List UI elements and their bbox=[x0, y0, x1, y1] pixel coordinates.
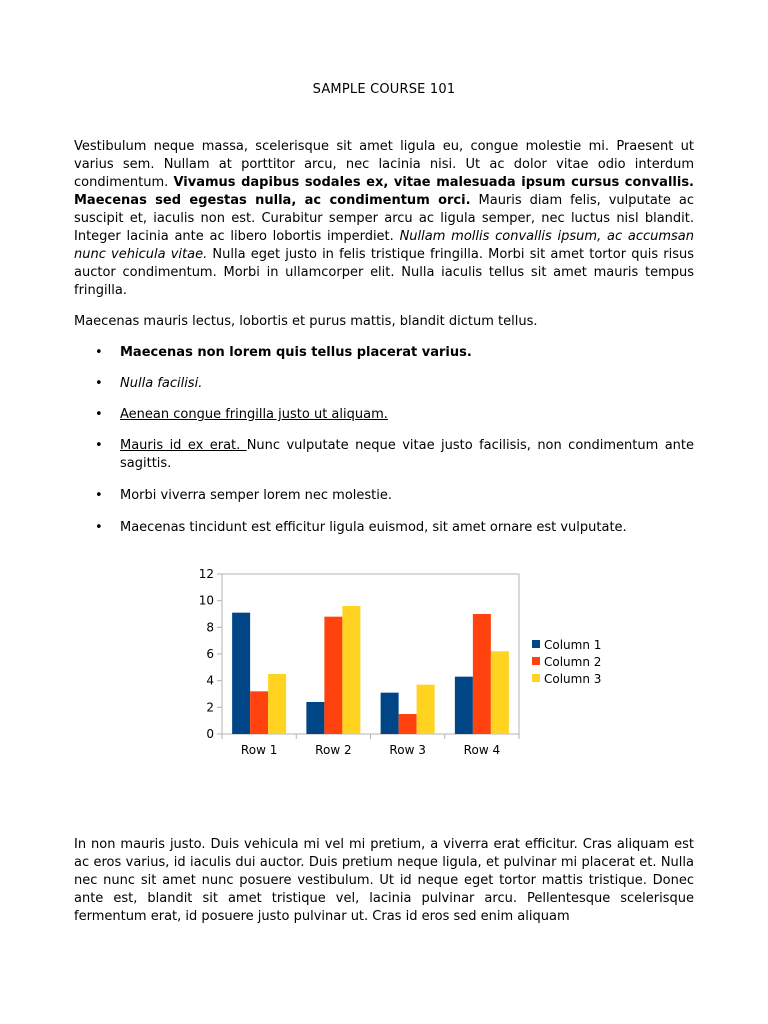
bar bbox=[399, 714, 417, 734]
y-tick-label: 6 bbox=[206, 647, 214, 661]
y-tick-label: 4 bbox=[206, 673, 214, 688]
list-item bbox=[74, 406, 694, 437]
bullet-text: Morbi viverra semper lorem nec molestie. bbox=[120, 488, 393, 503]
bar bbox=[342, 606, 360, 734]
legend-label: Column 1 bbox=[544, 638, 602, 652]
y-tick-label: 8 bbox=[206, 620, 214, 635]
paragraph-1-text-b: Mauris diam felis, vulputate ac suscipit et, iaculis non est. Curabitur semper arcu ac ligula semper, nec luctus nisl blandit. Integer lacinia ante ac libero lobortis imperdiet. bbox=[74, 193, 694, 244]
bullet-bold-text: Maecenas non lorem quis tellus placerat varius. bbox=[120, 345, 472, 360]
bar-chart bbox=[190, 560, 620, 770]
paragraph-2: Maecenas mauris lectus, lobortis et purus mattis, blandit dictum tellus. bbox=[74, 314, 538, 329]
bullet-underlined-text: Aenean congue fringilla justo ut aliquam. bbox=[120, 407, 388, 422]
legend-swatch bbox=[532, 657, 540, 665]
legend-label: Column 2 bbox=[544, 655, 602, 669]
bar bbox=[491, 651, 509, 734]
bar bbox=[473, 614, 491, 734]
bullet-text: Maecenas tincidunt est efficitur ligula euismod, sit amet ornare est vulputate. bbox=[120, 520, 627, 535]
legend-swatch bbox=[532, 640, 540, 648]
list-item bbox=[74, 519, 694, 539]
list-item bbox=[74, 487, 694, 519]
x-tick-label: Row 4 bbox=[463, 743, 501, 757]
bar bbox=[324, 617, 342, 734]
bar bbox=[232, 613, 250, 734]
paragraph-3: In non mauris justo. Duis vehicula mi vel mi pretium, a viverra erat efficitur. Cras aliquam est ac eros varius, id iaculis dui auctor. Duis pretium neque ligula, et pulvinar mi placerat et. Nulla nec nunc sit amet nunc posuere vestibulum. Ut id neque eget tortor mattis tristique. Donec ante est, blandit sit amet tristique vel, lacinia pulvinar arcu. Pellentesque scelerisque fermentum erat, id posuere justo pulvinar ut. Cras id eros sed enim aliquam bbox=[74, 837, 694, 924]
bullet-list bbox=[74, 344, 694, 539]
bar bbox=[268, 674, 286, 734]
document-title: SAMPLE COURSE 101 bbox=[312, 82, 456, 97]
bullet-icon: • bbox=[95, 438, 103, 453]
bullet-icon: • bbox=[95, 345, 103, 360]
bar bbox=[250, 691, 268, 734]
bullet-italic-text: Nulla facilisi. bbox=[120, 376, 203, 391]
legend-label: Column 3 bbox=[544, 672, 602, 686]
x-tick-label: Row 3 bbox=[389, 743, 426, 757]
paragraph-1-text-c: Nulla eget justo in felis tristique fringilla. Morbi sit amet tortor quis risus auctor condimentum. Morbi in ullamcorper elit. Nulla iaculis tellus sit amet mauris tempus fringilla. bbox=[74, 247, 695, 298]
bar bbox=[306, 702, 324, 734]
list-item bbox=[74, 437, 694, 487]
bullet-icon: • bbox=[95, 488, 103, 503]
x-tick-label: Row 2 bbox=[315, 743, 352, 757]
bullet-text: Nunc vulputate neque vitae justo facilisis, non condimentum ante sagittis. bbox=[120, 438, 694, 471]
bullet-icon: • bbox=[95, 407, 103, 422]
y-tick-label: 10 bbox=[198, 593, 214, 608]
bullet-icon: • bbox=[95, 376, 103, 391]
legend-swatch bbox=[532, 674, 540, 682]
bar bbox=[381, 693, 399, 734]
paragraph-1-bold-text: Vivamus dapibus sodales ex, vitae malesuada ipsum cursus convallis. Maecenas sed egestas nulla, ac condimentum orci. bbox=[74, 175, 694, 208]
bar bbox=[455, 677, 473, 734]
list-item bbox=[74, 375, 694, 406]
y-tick-label: 0 bbox=[206, 727, 214, 741]
bullet-icon: • bbox=[95, 520, 103, 535]
paragraph-1 bbox=[74, 138, 694, 300]
list-item bbox=[74, 344, 694, 375]
paragraph-1-text-a: Vestibulum neque massa, scelerisque sit amet ligula eu, congue molestie mi. Praesent ut varius sem. Nullam at porttitor arcu, nec lacinia nisi. Ut ac dolor vitae odio interdum condimentum. bbox=[74, 139, 694, 190]
x-tick-label: Row 1 bbox=[240, 743, 278, 757]
bullet-underlined-text: Mauris id ex erat. bbox=[120, 438, 247, 453]
bar bbox=[417, 685, 435, 734]
y-tick-label: 12 bbox=[198, 567, 214, 581]
paragraph-1-italic-text: Nullam mollis convallis ipsum, ac accumsan nunc vehicula vitae. bbox=[74, 229, 695, 262]
y-tick-label: 2 bbox=[206, 700, 214, 715]
